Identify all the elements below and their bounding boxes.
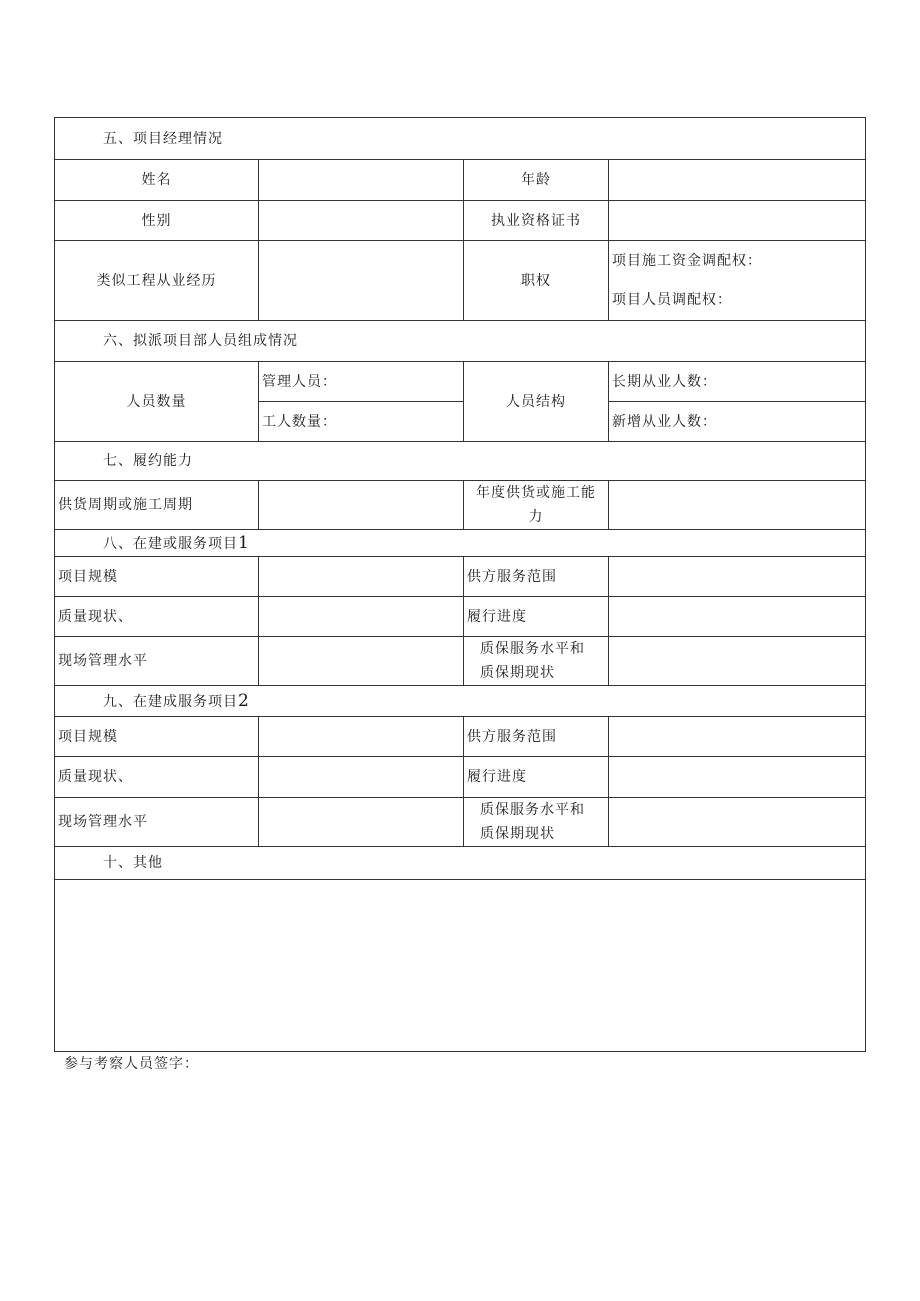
section6-title: 六、拟派项目部人员组成情况 <box>55 321 866 362</box>
s8-management-value-cell[interactable] <box>259 637 464 686</box>
s8-scope-value-cell[interactable] <box>609 557 866 597</box>
period-value-cell[interactable] <box>259 481 464 530</box>
s9-scope-value-cell[interactable] <box>609 717 866 757</box>
s9-quality-label: 质量现状、 <box>55 757 259 798</box>
inspection-form-table <box>54 117 866 1052</box>
s9-progress-label: 履行进度 <box>464 757 609 798</box>
name-label: 姓名 <box>55 160 259 201</box>
s8-quality-label: 质量现状、 <box>55 597 259 637</box>
staff-authority-label: 项目人员调配权： <box>609 281 866 321</box>
s9-warranty-value-cell[interactable] <box>609 798 866 847</box>
section8-title-text: 八、在建或服务项目 <box>103 535 238 552</box>
s8-progress-value-cell[interactable] <box>609 597 866 637</box>
s8-warranty-value-cell[interactable] <box>609 637 866 686</box>
s8-scale-label: 项目规模 <box>55 557 259 597</box>
s8-scope-label: 供方服务范围 <box>464 557 609 597</box>
period-label: 供货周期或施工周期 <box>55 481 259 530</box>
age-label: 年龄 <box>464 160 609 201</box>
long-term-staff-label: 长期从业人数： <box>609 362 866 402</box>
capacity-label-line2: 力 <box>528 509 544 525</box>
experience-label: 类似工程从业经历 <box>55 241 259 321</box>
s9-warranty-line1: 质保服务水平和 <box>480 802 585 818</box>
s9-quality-value-cell[interactable] <box>259 757 464 798</box>
age-value-cell[interactable] <box>609 160 866 201</box>
section9-title-number: 2 <box>238 690 250 711</box>
capacity-label <box>464 481 609 530</box>
s9-management-label: 现场管理水平 <box>55 798 259 847</box>
s9-scale-value-cell[interactable] <box>259 717 464 757</box>
section9-title-text: 九、在建成服务项目 <box>103 693 238 710</box>
headcount-label: 人员数量 <box>55 362 259 442</box>
gender-value-cell[interactable] <box>259 201 464 241</box>
authority-label: 职权 <box>464 241 609 321</box>
experience-value-cell[interactable] <box>259 241 464 321</box>
workers-label: 工人数量： <box>259 402 464 442</box>
qualification-value-cell[interactable] <box>609 201 866 241</box>
s8-warranty-line2: 质保期现状 <box>480 665 555 681</box>
s8-management-label: 现场管理水平 <box>55 637 259 686</box>
s9-warranty-label <box>464 798 609 847</box>
s8-scale-value-cell[interactable] <box>259 557 464 597</box>
s8-progress-label: 履行进度 <box>464 597 609 637</box>
s9-management-value-cell[interactable] <box>259 798 464 847</box>
name-value-cell[interactable] <box>259 160 464 201</box>
section8-title <box>55 530 866 557</box>
s9-progress-value-cell[interactable] <box>609 757 866 798</box>
section8-title-number: 1 <box>238 532 250 553</box>
capacity-label-line1: 年度供货或施工能 <box>476 485 596 501</box>
section9-title <box>55 686 866 717</box>
s9-scale-label: 项目规模 <box>55 717 259 757</box>
fund-authority-label: 项目施工资金调配权： <box>609 241 866 281</box>
capacity-value-cell[interactable] <box>609 481 866 530</box>
structure-label: 人员结构 <box>464 362 609 442</box>
s8-warranty-label <box>464 637 609 686</box>
s9-scope-label: 供方服务范围 <box>464 717 609 757</box>
gender-label: 性别 <box>55 201 259 241</box>
other-notes-area[interactable] <box>55 880 866 1052</box>
s8-warranty-line1: 质保服务水平和 <box>480 641 585 657</box>
signature-label: 参与考察人员签字： <box>64 1056 199 1072</box>
section10-title: 十、其他 <box>55 847 866 880</box>
section5-title: 五、项目经理情况 <box>55 118 866 160</box>
new-staff-label: 新增从业人数： <box>609 402 866 442</box>
qualification-label: 执业资格证书 <box>464 201 609 241</box>
s9-warranty-line2: 质保期现状 <box>480 826 555 842</box>
managers-label: 管理人员： <box>259 362 464 402</box>
section7-title: 七、履约能力 <box>55 442 866 481</box>
s8-quality-value-cell[interactable] <box>259 597 464 637</box>
